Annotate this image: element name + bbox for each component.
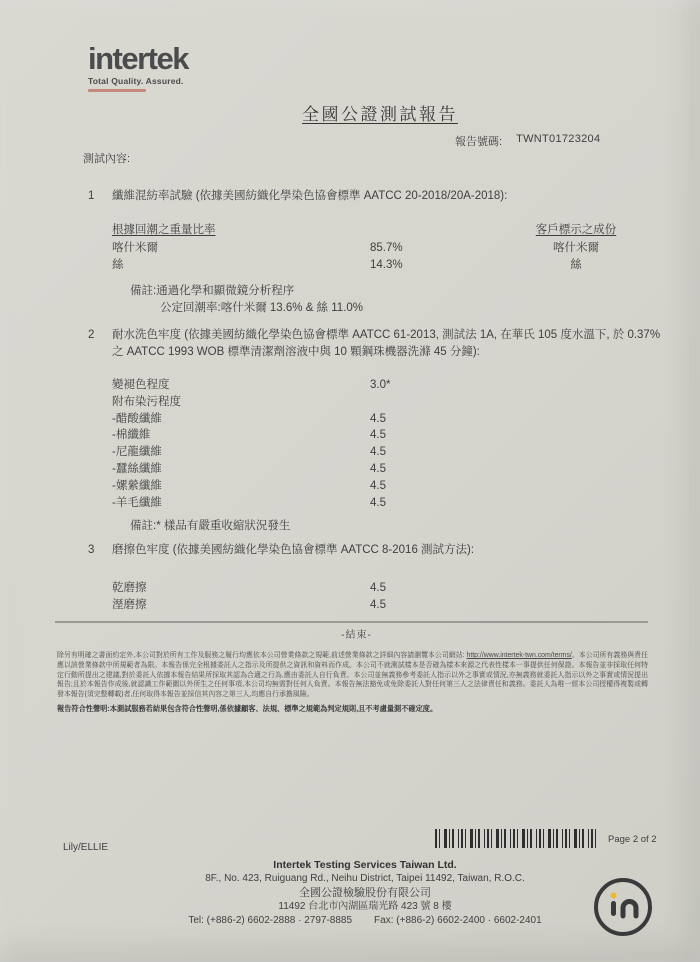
- report-number-value: TWNT01723204: [516, 133, 601, 145]
- tel-numbers: Tel: (+886-2) 6602-2888 · 2797-8885: [188, 915, 353, 926]
- table-row: [112, 444, 652, 461]
- logo-accent-streak: [88, 89, 146, 92]
- test-item-value: 3.0*: [370, 379, 391, 391]
- conformity-statement-text: 本測試服務若結果包含符合性聲明,係依據顧客、法規、標準之規範為判定規則,且不考慮量測不確定度。: [109, 704, 438, 713]
- test-item-value: 4.5: [370, 462, 386, 475]
- section-3-title: 磨擦色牢度 (依據美國紡織化學染色協會標準 AATCC 8-2016 測試方法):: [112, 544, 475, 556]
- test-item-value: 4.5: [370, 412, 386, 425]
- fiber-value: 85.7%: [370, 241, 403, 254]
- test-item-value: [370, 394, 500, 411]
- fiber-label: 絲: [112, 259, 124, 271]
- test-content-label: 測試內容:: [83, 153, 131, 165]
- fiber-value: 14.3%: [370, 259, 403, 271]
- test-item-value: 4.5: [370, 446, 386, 459]
- table-row: [112, 461, 652, 478]
- table-row: [112, 580, 652, 597]
- table-row: [112, 377, 652, 394]
- report-title: 全國公證測試報告: [302, 105, 458, 124]
- table-header-row: [112, 222, 652, 240]
- section-2-title: 耐水洗色牢度 (依據美國紡織化學染色協會標準 AATCC 61-2013, 測試法 1A, 在華氏 105 度水溫下, 於 0.37%之 AATCC 1993 WOB 標準清潔劑溶液中與 10 顆鋼珠機器洗滌 45 分鐘):: [112, 329, 661, 358]
- page-number: Page 2 of 2: [608, 834, 657, 845]
- test-item-value: 4.5: [370, 599, 386, 611]
- company-address-zh: 11492 台北市內湖區瑞光路 423 號 8 樓: [278, 901, 452, 912]
- end-marker: -結束-: [341, 630, 372, 641]
- test-item-label: -羊毛纖維: [112, 496, 162, 509]
- report-number-row: [455, 133, 600, 149]
- conformity-statement: [57, 704, 648, 714]
- table-row: [112, 257, 652, 275]
- disclaimer-text: 除另有明確之書面約定外,本公司對於所有工作及服務之履行均應依本公司營業條款之規範,前述營業條款之詳細內容請瀏覽本公司網站:: [57, 652, 467, 659]
- note-line: 公定回潮率:喀什米爾 13.6% & 絲 11.0%: [160, 302, 364, 314]
- company-address-en: 8F., No. 423, Ruiguang Rd., Neihu District, Taipei 11492, Taiwan, R.O.C.: [205, 873, 525, 884]
- terms-url-link[interactable]: http://www.intertek-twn.com/terms/: [466, 652, 572, 659]
- table-row: [112, 240, 652, 258]
- section-1-heading: [88, 188, 663, 205]
- test-item-value: 4.5: [370, 479, 386, 492]
- section-2-note: 備註:* 樣品有嚴重收縮狀況發生: [130, 520, 291, 532]
- terms-disclaimer: [57, 651, 648, 700]
- in-circle-icon: [592, 876, 654, 938]
- table-row: [112, 597, 652, 614]
- intertek-roundel-logo: [592, 876, 654, 943]
- rub-fastness-table: [112, 580, 652, 614]
- company-name-en: Intertek Testing Services Taiwan Ltd.: [273, 859, 457, 871]
- report-number-label: 報告號碼:: [455, 136, 503, 148]
- conformity-statement-label: 報告符合性聲明:: [57, 704, 110, 713]
- section-1-title: 纖維混紡率試驗 (依據美國紡織化學染色協會標準 AATCC 20-2018/20A-2018):: [112, 190, 508, 202]
- section-1-number: 1: [88, 190, 95, 202]
- col-client-claim-header: 客戶標示之成份: [535, 224, 617, 236]
- test-item-label: 附布染污程度: [112, 395, 181, 408]
- test-item-label: -醋酸纖維: [112, 412, 162, 425]
- table-row: [112, 495, 652, 512]
- company-name-zh: 全國公證檢驗股份有限公司: [299, 887, 431, 899]
- table-row: [112, 394, 652, 411]
- fiber-label: 喀什米爾: [112, 241, 158, 254]
- section-2-heading: [88, 327, 663, 360]
- col-weight-ratio-header: 根據回潮之重量比率: [112, 224, 216, 236]
- intertek-logo: [88, 41, 188, 92]
- test-item-label: -尼龍纖維: [112, 446, 162, 459]
- test-item-label: 乾磨擦: [112, 582, 147, 594]
- disclaimer-text: 。本公司所有義務與責任應以該營業條款中所規範者為限。本報告係完全根據委託人之指示及所提供之資訊和資料而作成。本公司不就測試樣本是否確為樣本來源之代表性樣本一事提供任何保證。本報告並非採取任何特定行動所提出之建議,對於委託人依據本報告結果所採取其認為合適之行為,應由委託人自行負責。本公司並無義務參考委託人指示以外之事實或情況,亦無義務就委託人指示以外之事實或情況提出報告;且於本報告作成後,就認識工作範圍以外所生之任何事項,本公司均無需對任何人負責。本報告無法豁免或免除委託人對任何第三人之法律責任和義務。委託人為唯一經本公司授權得複製或轉發本報告(須完整轉載)者,任何取得本報告並採信其內容之第三人,均應自行承擔風險。: [57, 652, 649, 699]
- table-row: [112, 478, 652, 495]
- client-claim-value: 絲: [570, 259, 582, 271]
- test-item-label: -棉纖維: [112, 429, 151, 442]
- intertek-wordmark: intertek: [88, 41, 188, 76]
- test-item-value: 4.5: [370, 582, 386, 594]
- logo-tagline: Total Quality. Assured.: [88, 76, 184, 86]
- section-1-note: [130, 283, 363, 317]
- table-row: [112, 427, 652, 444]
- section-3-heading: [88, 542, 663, 559]
- barcode: [435, 829, 598, 848]
- note-line: 備註:通過化學和顯微鏡分析程序: [130, 285, 295, 297]
- end-divider: [55, 621, 648, 623]
- table-row: [112, 411, 652, 428]
- author-initials: Lily/ELLIE: [63, 842, 109, 853]
- test-item-label: -嫘縈纖維: [112, 479, 162, 492]
- wash-fastness-table: [112, 377, 652, 511]
- test-item-label: 變褪色程度: [112, 379, 170, 391]
- client-claim-value: 喀什米爾: [553, 241, 599, 254]
- section-3-number: 3: [88, 544, 95, 556]
- test-item-label: -蠶絲纖維: [112, 462, 162, 475]
- test-item-value: 4.5: [370, 429, 386, 442]
- test-item-value: 4.5: [370, 496, 386, 509]
- test-item-label: 溼磨擦: [112, 599, 147, 611]
- section-2-number: 2: [88, 329, 95, 341]
- fiber-content-table: [112, 222, 652, 275]
- fax-numbers: Fax: (+886-2) 6602-2400 · 6602-2401: [374, 915, 542, 926]
